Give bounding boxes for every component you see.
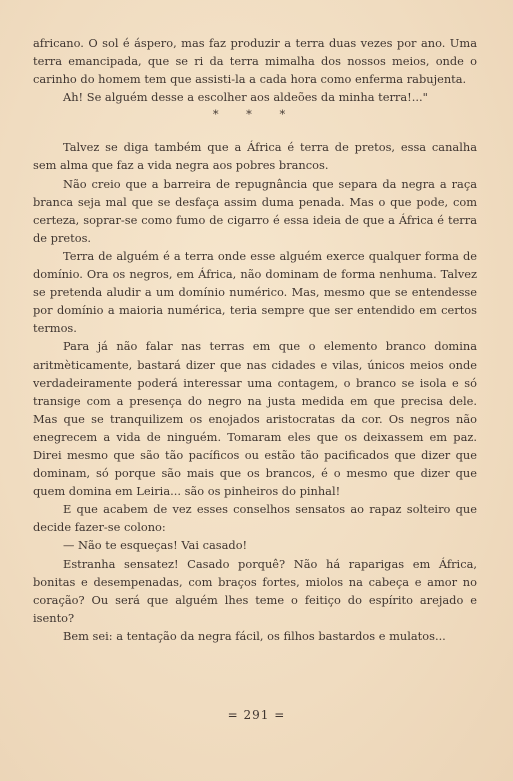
paragraph: E que acabem de vez esses conselhos sensatos ao rapaz solteiro que decide fazer-se colono: — [33, 502, 477, 535]
page-number: = 291 = — [227, 708, 286, 722]
paragraph: Terra de alguém é a terra onde esse alguém exerce qualquer forma de domínio. Ora os negros, em África, não dominam de forma nenhuma. Talvez se pretenda aludir a um domínio numérico. Mas, mesmo que se entendesse por domínio a maioria numérica, teria sempre que ser entendido em certos termos. — [33, 248, 477, 336]
paragraph: Para já não falar nas terras em que o elemento branco domina aritmèticamente, bastará dizer que nas cidades e vilas, únicos meios onde verdadeiramente poderá interessar uma contagem, o branco se isola e só transige com a presença do negro na justa medida em que precisa dele. Mas que se tranquilizem os enojados aristocratas da cor. Os negros não enegrecem a vida de ninguém. Tomaram eles que os deixassem em paz. Direi mesmo que são tão pacíficos ou estão tão pacificados que dizer que dominam, só porque são mais que os brancos, é o mesmo que dizer que quem domina em Leiria... são os pinheiros do pinhal! — [33, 339, 477, 499]
section-separator: * * * — [212, 107, 298, 122]
section-gap — [33, 124, 477, 138]
paragraph: Não creio que a barreira de repugnância que separa da negra a raça branca seja mal que se desfaça assim duma penada. Mas o que pode, com certeza, soprar-se como fumo de cigarro é essa ideia de que a África é terra de pretos. — [33, 176, 477, 245]
dialogue-line: — Não te esqueças! Vai casado! — [63, 538, 248, 553]
paragraph: Bem sei: a tentação da negra fácil, os filhos bastardos e mulatos... — [63, 628, 446, 643]
paragraph: Talvez se diga também que a África é terra de pretos, essa canalha sem alma que faz a vida negra aos pobres brancos. — [33, 140, 477, 173]
body-text — [33, 34, 477, 645]
paragraph: africano. O sol é áspero, mas faz produzir a terra duas vezes por ano. Uma terra emancipada, que se ri da terra mimalha dos nossos meios, onde o carinho do homem tem que assisti-la a cada hora como enferma rabujenta. — [33, 36, 477, 87]
paragraph: Ah! Se alguém desse a escolher aos aldeões da minha terra!..." — [63, 90, 428, 105]
paragraph: Estranha sensatez! Casado porquê? Não há raparigas em África, bonitas e desempenadas, com braços fortes, miolos na cabeça e amor no coração? Ou será que alguém lhes teme o feitiço do espírito arejado e isento? — [33, 556, 477, 625]
